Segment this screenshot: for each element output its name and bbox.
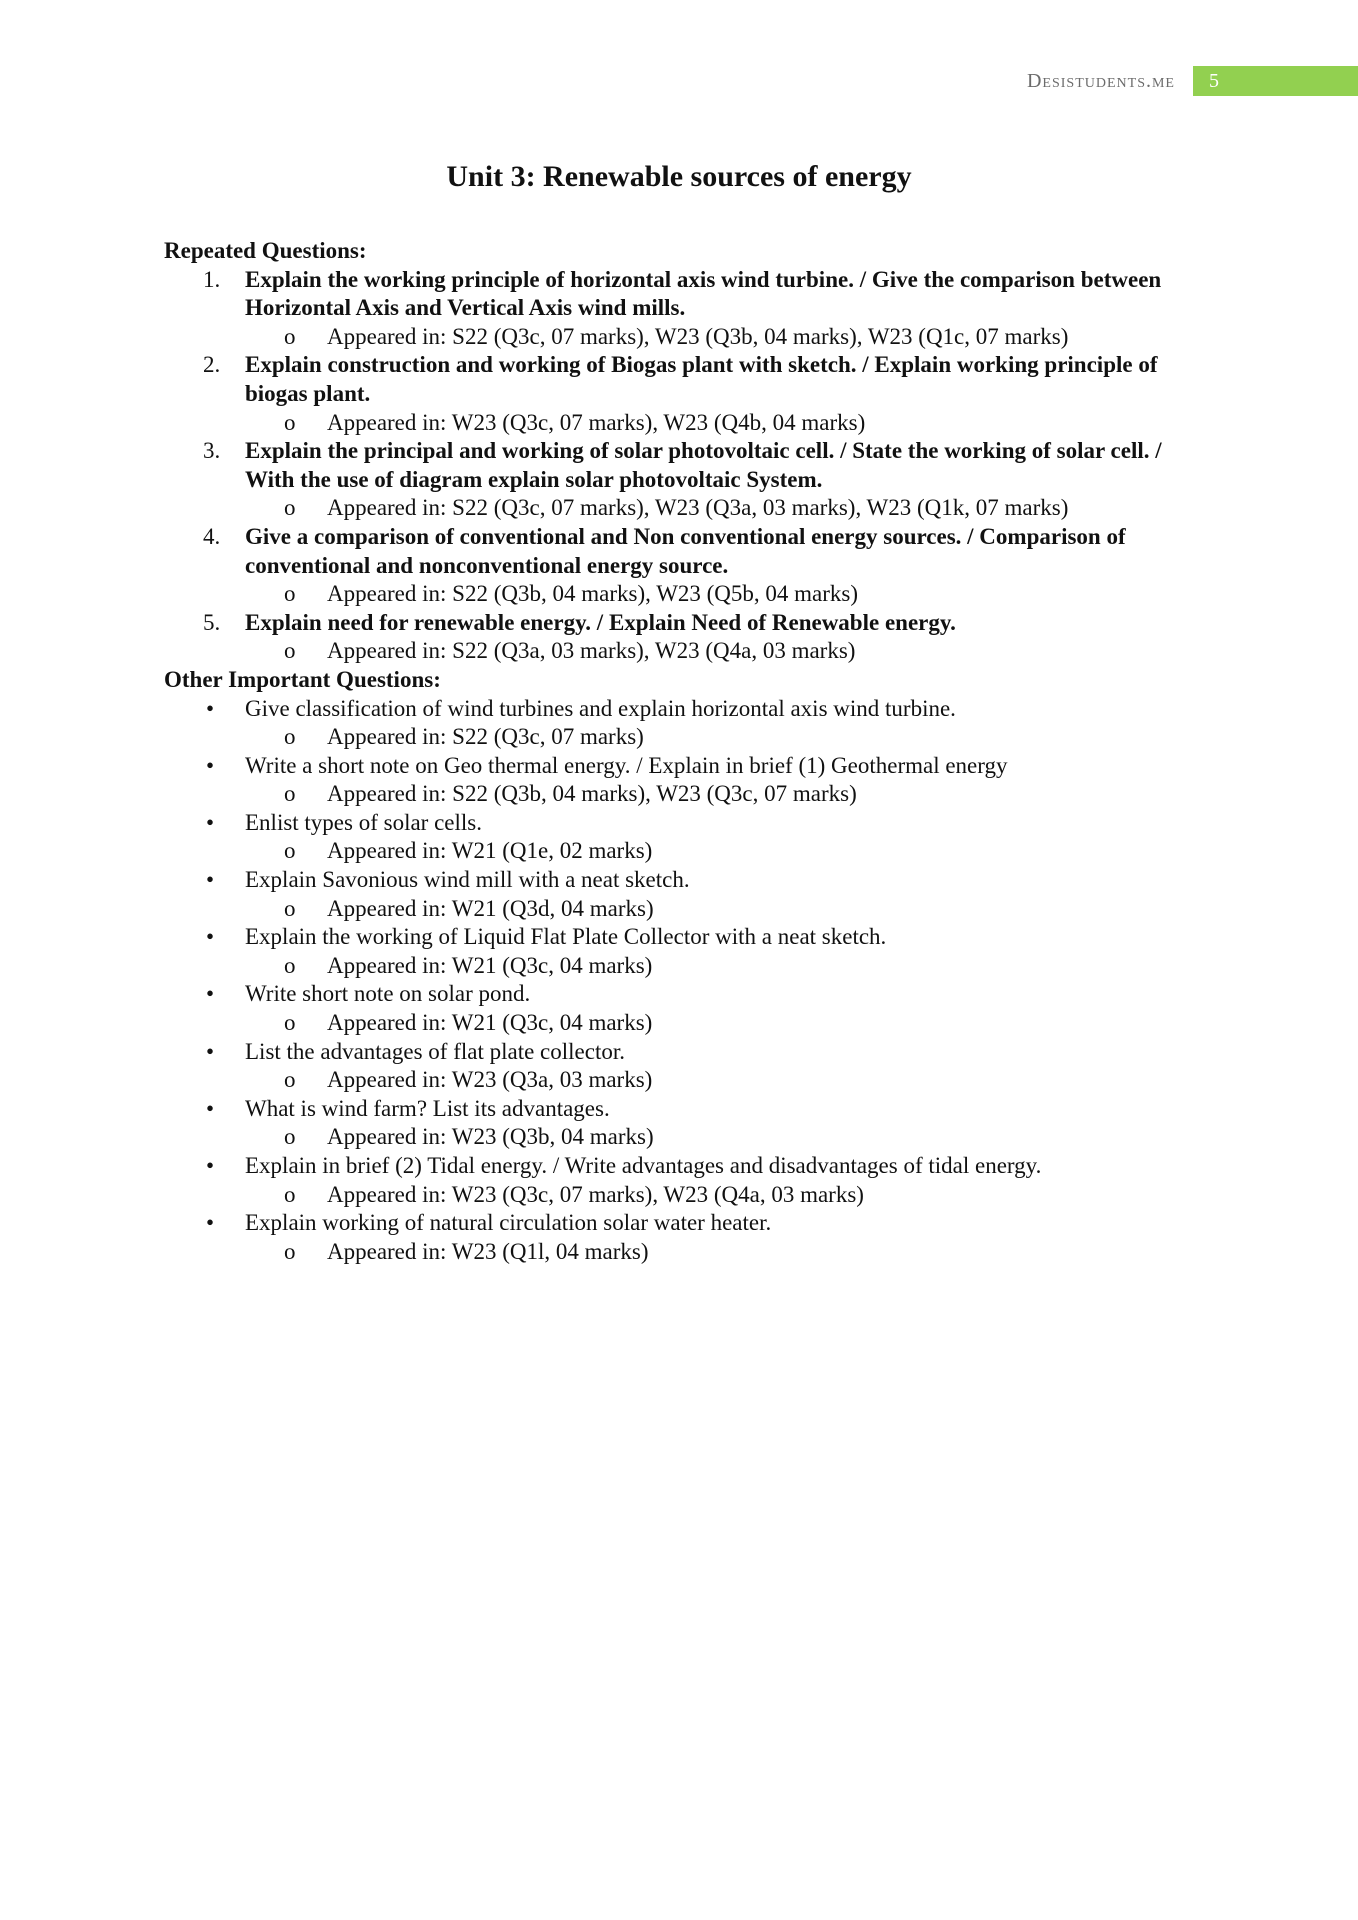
- other-question: [164, 809, 1204, 838]
- bullet-marker: •: [206, 1095, 215, 1121]
- bullet-marker: •: [206, 981, 215, 1007]
- question-text: Give a comparison of conventional and Non conventional energy sources. / Comparison of conventional and nonconventional energy source.: [245, 523, 1126, 578]
- sub-bullet-marker: o: [284, 638, 296, 664]
- repeated-questions-list: [164, 266, 1204, 666]
- bullet-marker: •: [206, 1210, 215, 1236]
- other-question: [164, 1095, 1204, 1124]
- question-text: Explain the principal and working of solar photovoltaic cell. / State the working of solar cell. / With the use of diagram explain solar photovoltaic System.: [245, 438, 1162, 492]
- sub-bullet-marker: o: [284, 1010, 296, 1036]
- sub-bullet-marker: o: [284, 838, 296, 864]
- other-question: [164, 923, 1204, 952]
- question-text: Enlist types of solar cells.: [245, 809, 482, 835]
- appeared-in: [164, 1009, 1204, 1038]
- bullet-marker: •: [206, 1038, 215, 1064]
- appeared-in: [164, 1181, 1204, 1210]
- bullet-marker: •: [206, 924, 215, 950]
- appeared-in-text: Appeared in: S22 (Q3c, 07 marks), W23 (Q3a, 03 marks), W23 (Q1k, 07 marks): [327, 495, 1069, 521]
- repeated-question: [164, 523, 1204, 580]
- repeated-question: [164, 437, 1204, 494]
- sub-bullet-marker: o: [284, 1067, 296, 1093]
- appeared-in-text: Appeared in: W21 (Q3c, 04 marks): [327, 1010, 653, 1036]
- question-number: 1.: [203, 266, 221, 292]
- appeared-in-text: Appeared in: W21 (Q1e, 02 marks): [327, 838, 653, 864]
- sub-bullet-marker: o: [284, 323, 296, 349]
- appeared-in: [164, 580, 1204, 609]
- appeared-in-text: Appeared in: W21 (Q3c, 04 marks): [327, 952, 653, 978]
- appeared-in-text: Appeared in: W21 (Q3d, 04 marks): [327, 895, 654, 921]
- sub-bullet-marker: o: [284, 1181, 296, 1207]
- appeared-in-text: Appeared in: W23 (Q3a, 03 marks): [327, 1067, 653, 1093]
- appeared-in: [164, 409, 1204, 438]
- page-header: [1027, 66, 1358, 96]
- page-number: 5: [1209, 69, 1219, 92]
- appeared-in: [164, 1123, 1204, 1152]
- appeared-in: [164, 952, 1204, 981]
- sub-bullet-marker: o: [284, 1124, 296, 1150]
- question-text: Explain Savonious wind mill with a neat sketch.: [245, 867, 690, 893]
- appeared-in: [164, 723, 1204, 752]
- question-number: 3.: [203, 438, 221, 464]
- other-question: [164, 980, 1204, 1009]
- other-question: [164, 695, 1204, 724]
- appeared-in-text: Appeared in: S22 (Q3b, 04 marks), W23 (Q5b, 04 marks): [327, 581, 859, 607]
- appeared-in-text: Appeared in: S22 (Q3c, 07 marks): [327, 724, 644, 750]
- question-text: Explain the working principle of horizontal axis wind turbine. / Give the comparison between Horizontal Axis and Vertical Axis wind mills.: [245, 266, 1162, 321]
- repeated-questions-heading: Repeated Questions:: [164, 238, 367, 263]
- question-text: Write a short note on Geo thermal energy. / Explain in brief (1) Geothermal energy: [245, 752, 1008, 778]
- repeated-question: [164, 351, 1204, 408]
- appeared-in: [164, 837, 1204, 866]
- bullet-marker: •: [206, 809, 215, 835]
- sub-bullet-marker: o: [284, 581, 296, 607]
- sub-bullet-marker: o: [284, 895, 296, 921]
- sub-bullet-marker: o: [284, 1238, 296, 1264]
- appeared-in: [164, 1238, 1204, 1267]
- question-number: 5.: [203, 609, 221, 635]
- sub-bullet-marker: o: [284, 495, 296, 521]
- appeared-in-text: Appeared in: W23 (Q3c, 07 marks), W23 (Q4a, 03 marks): [327, 1181, 864, 1207]
- content: [164, 237, 1204, 1266]
- appeared-in-text: Appeared in: W23 (Q3c, 07 marks), W23 (Q4b, 04 marks): [327, 409, 866, 435]
- bullet-marker: •: [206, 695, 215, 721]
- question-text: Explain construction and working of Biogas plant with sketch. / Explain working principle of biogas plant.: [245, 352, 1158, 406]
- other-question: [164, 1152, 1204, 1181]
- question-text: List the advantages of flat plate collector.: [245, 1038, 625, 1064]
- bullet-marker: •: [206, 1153, 215, 1178]
- question-text: Give classification of wind turbines and explain horizontal axis wind turbine.: [245, 695, 956, 721]
- question-text: What is wind farm? List its advantages.: [245, 1095, 610, 1121]
- appeared-in: [164, 637, 1204, 666]
- question-text: Explain need for renewable energy. / Explain Need of Renewable energy.: [245, 609, 956, 635]
- sub-bullet-marker: o: [284, 724, 296, 750]
- appeared-in: [164, 323, 1204, 352]
- other-question: [164, 1209, 1204, 1238]
- appeared-in: [164, 895, 1204, 924]
- other-question: [164, 752, 1204, 781]
- other-questions-heading: Other Important Questions:: [164, 666, 441, 692]
- page-title: Unit 3: Renewable sources of energy: [446, 160, 912, 193]
- appeared-in: [164, 494, 1204, 523]
- question-text: Write short note on solar pond.: [245, 981, 531, 1007]
- appeared-in-text: Appeared in: S22 (Q3a, 03 marks), W23 (Q4a, 03 marks): [327, 638, 856, 664]
- appeared-in-text: Appeared in: S22 (Q3c, 07 marks), W23 (Q3b, 04 marks), W23 (Q1c, 07 marks): [327, 323, 1069, 349]
- question-text: Explain working of natural circulation solar water heater.: [245, 1210, 772, 1236]
- question-number: 2.: [203, 352, 221, 378]
- sub-bullet-marker: o: [284, 409, 296, 435]
- site-name: Desistudents.me: [1026, 69, 1175, 92]
- appeared-in-text: Appeared in: W23 (Q1l, 04 marks): [327, 1238, 649, 1264]
- question-text: Explain in brief (2) Tidal energy. / Write advantages and disadvantages of tidal energy.: [245, 1153, 1042, 1178]
- other-question: [164, 866, 1204, 895]
- bullet-marker: •: [206, 752, 215, 778]
- appeared-in: [164, 780, 1204, 809]
- repeated-question: [164, 266, 1204, 323]
- page-number-badge: [1193, 66, 1358, 96]
- appeared-in-text: Appeared in: W23 (Q3b, 04 marks): [327, 1124, 654, 1150]
- other-question: [164, 1038, 1204, 1067]
- sub-bullet-marker: o: [284, 781, 296, 807]
- other-questions-list: [164, 695, 1204, 1267]
- appeared-in: [164, 1066, 1204, 1095]
- sub-bullet-marker: o: [284, 952, 296, 978]
- question-number: 4.: [203, 523, 221, 549]
- question-text: Explain the working of Liquid Flat Plate Collector with a neat sketch.: [245, 924, 887, 950]
- appeared-in-text: Appeared in: S22 (Q3b, 04 marks), W23 (Q3c, 07 marks): [327, 781, 857, 807]
- bullet-marker: •: [206, 867, 215, 893]
- repeated-question: [164, 609, 1204, 638]
